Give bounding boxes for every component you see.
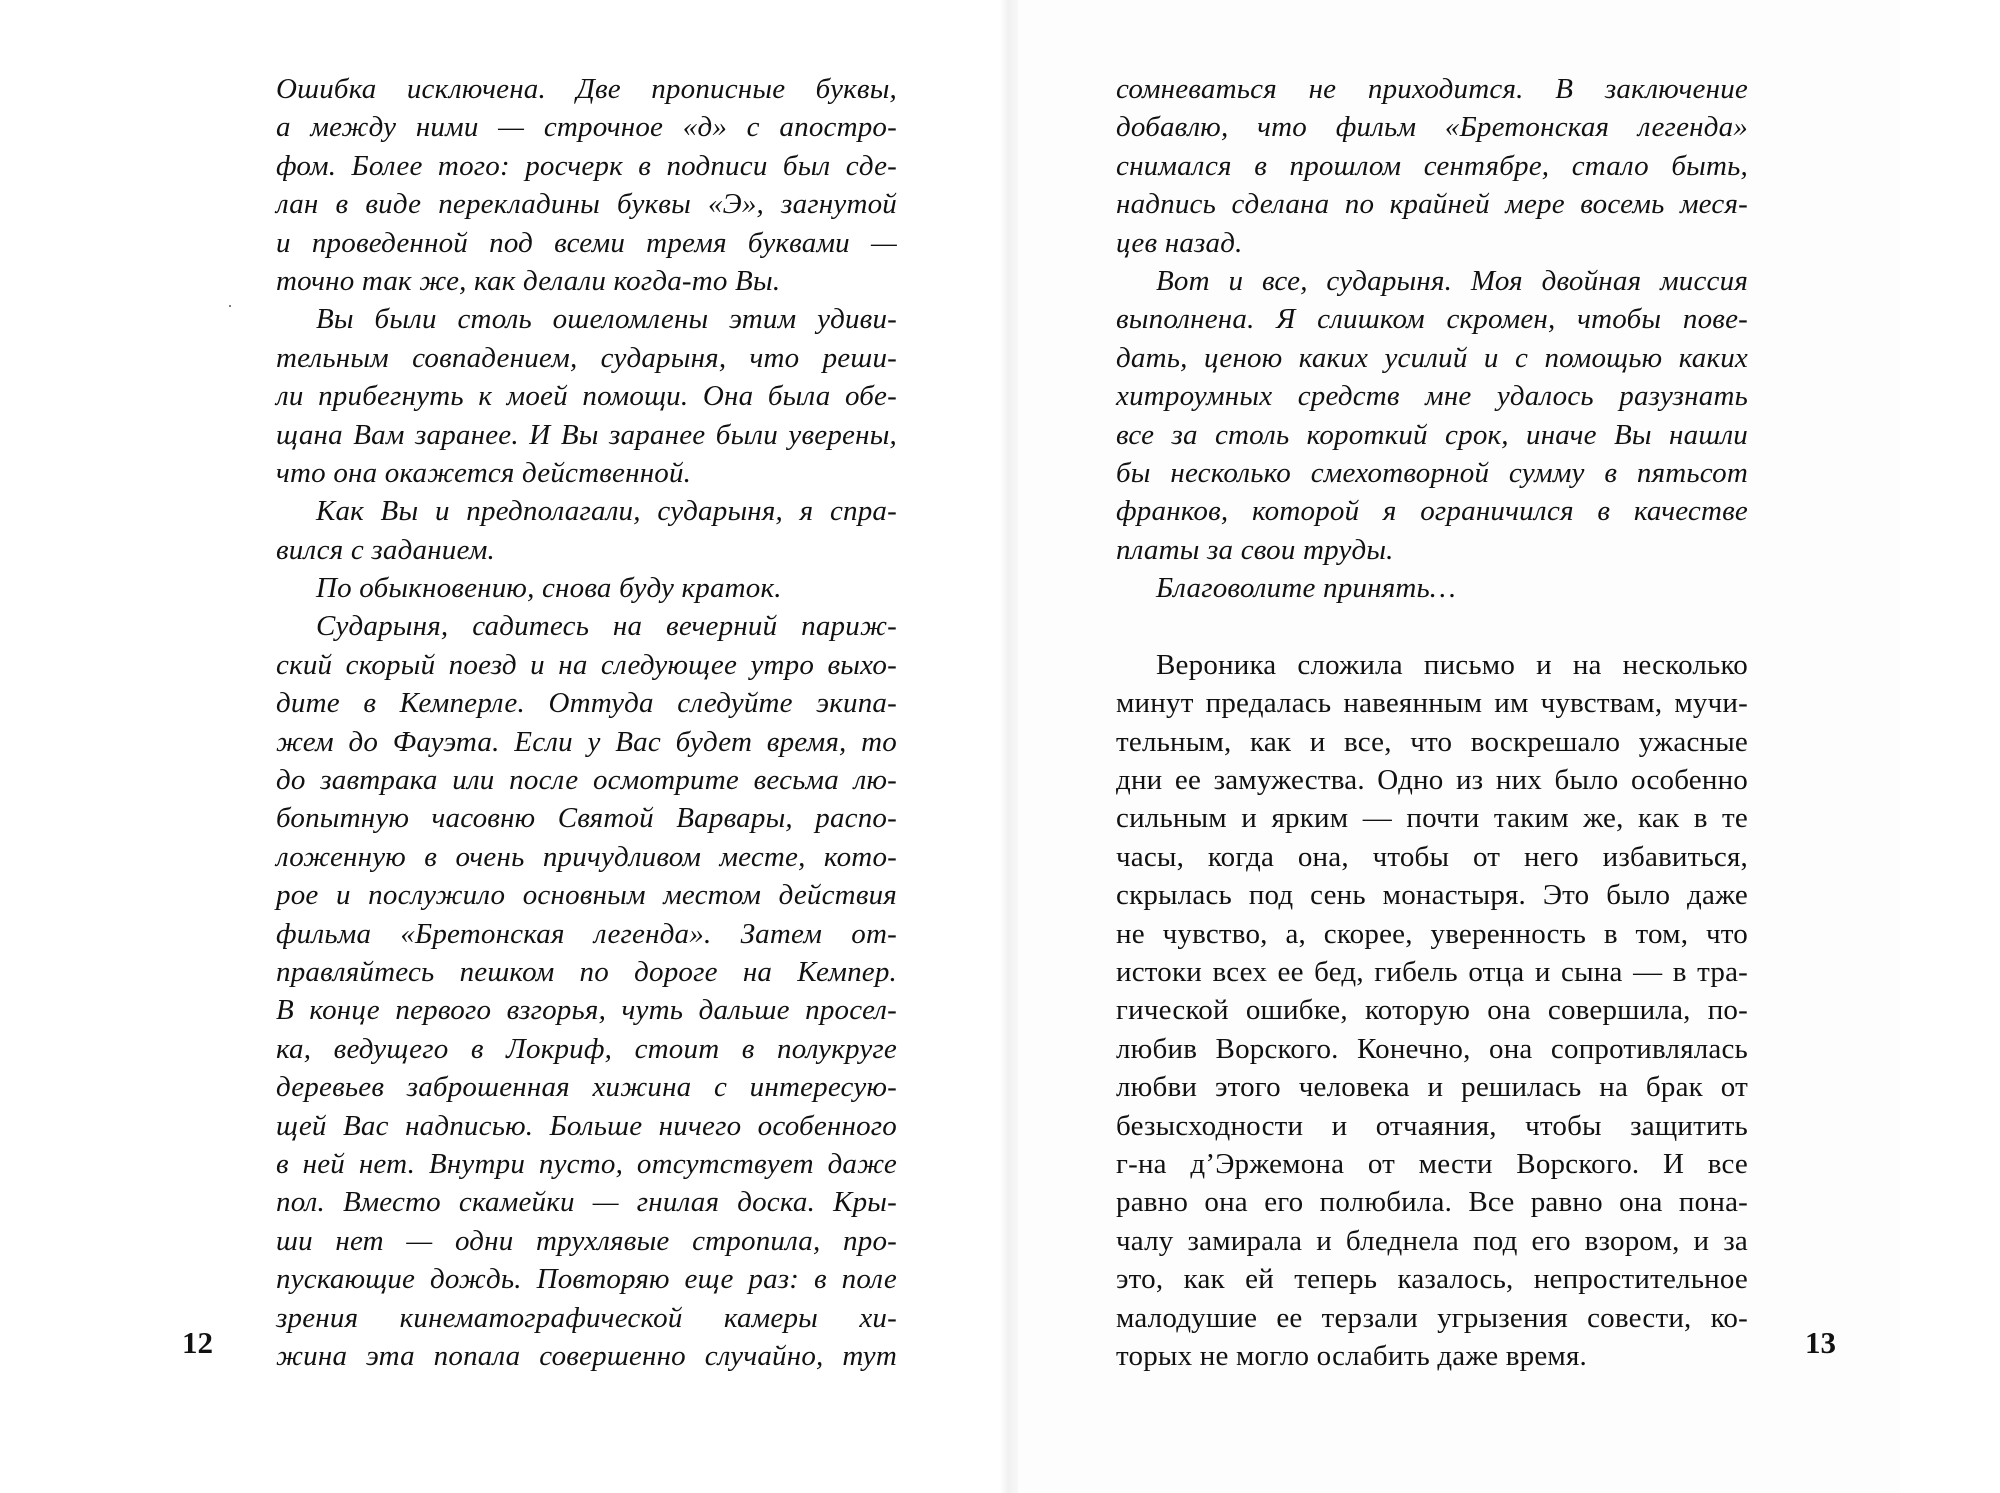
text-line: Вероника сложила письмо и на несколько <box>1156 648 1748 681</box>
right-page-text <box>1116 70 1748 1375</box>
text-line: В конце первого взгорья, чуть дальше просел- <box>276 994 897 1027</box>
text-line: фом. Более того: росчерк в подписи был сде- <box>276 149 897 182</box>
page-number-right: 13 <box>1805 1325 1836 1360</box>
text-line: цев назад. <box>1116 226 1243 259</box>
text-line: истоки всех ее бед, гибель отца и сына — в тра- <box>1116 955 1748 988</box>
text-line: жем до Фауэта. Если у Вас будет время, то <box>276 725 897 758</box>
text-line: пускающие дождь. Повторяю еще раз: в поле <box>276 1263 897 1296</box>
paragraph-gap <box>1116 607 1748 645</box>
text-line: сомневаться не приходится. В заключение <box>1116 73 1748 105</box>
text-line: гической ошибке, которую она совершила, по- <box>1116 994 1748 1027</box>
text-line: ка, ведущего в Локриф, стоит в полукруге <box>276 1032 897 1065</box>
text-line: дни ее замужества. Одно из них было особенно <box>1116 764 1748 797</box>
text-line: сильным и ярким — почти таким же, как в те <box>1116 802 1748 835</box>
text-line: выполнена. Я слишком скромен, чтобы пове- <box>1116 303 1748 336</box>
text-line: бопытную часовню Святой Варвары, распо- <box>276 802 897 835</box>
text-line: в ней нет. Внутри пусто, отсутствует даже <box>276 1147 897 1180</box>
text-line: малодушие ее терзали угрызения совести, ко- <box>1116 1301 1748 1334</box>
text-line: платы за свои труды. <box>1116 533 1394 566</box>
text-line: бы несколько смехотворной сумму в пятьсот <box>1116 456 1748 489</box>
text-line: ши нет — одни трухлявые стропила, про- <box>276 1224 897 1257</box>
text-line: тельным, как и все, что воскрешало ужасные <box>1116 725 1748 758</box>
text-line: чалу замирала и бледнела под его взором, и за <box>1116 1224 1748 1257</box>
text-line: не чувство, а, скорее, уверенность в том, что <box>1116 917 1748 950</box>
text-line: деревьев заброшенная хижина с интересую- <box>276 1071 897 1104</box>
text-line: Вы были столь ошеломлены этим удиви- <box>316 303 897 336</box>
text-line: добавлю, что фильм «Бретонская легенда» <box>1116 111 1748 144</box>
text-line: скрылась под сень монастыря. Это было даже <box>1116 879 1748 912</box>
text-line: Сударыня, садитесь на вечерний париж- <box>316 610 897 643</box>
text-line: равно она его полюбила. Все равно она пона- <box>1116 1186 1748 1219</box>
text-line: до завтрака или после осмотрите весьма лю- <box>276 764 897 797</box>
text-line: торых не могло ослабить даже время. <box>1116 1339 1587 1372</box>
text-line: щана Вам заранее. И Вы заранее были уверены, <box>276 418 897 451</box>
text-line: надпись сделана по крайней мере восемь меся- <box>1116 188 1748 221</box>
text-line: а между ними — строчное «д» с апостро- <box>276 111 897 144</box>
text-line: По обыкновению, снова буду краток. <box>316 572 782 605</box>
text-line: Вот и все, сударыня. Моя двойная миссия <box>1156 264 1748 297</box>
text-line: все за столь короткий срок, иначе Вы нашли <box>1116 418 1748 451</box>
text-line: ский скорый поезд и на следующее утро выхо- <box>276 648 897 681</box>
text-line: точно так же, как делали когда-то Вы. <box>276 264 781 297</box>
text-line: франков, которой я ограничился в качестве <box>1116 495 1748 528</box>
text-line: снимался в прошлом сентябре, стало быть, <box>1116 149 1748 182</box>
text-line: минут предалась навеянным им чувствам, мучи- <box>1116 687 1748 720</box>
text-line: пол. Вместо скамейки — гнилая доска. Кры- <box>276 1186 897 1219</box>
text-line: Как Вы и предполагали, сударыня, я спра- <box>316 495 897 528</box>
text-line: ложенную в очень причудливом месте, кото- <box>276 840 897 873</box>
text-line: безысходности и отчаяния, чтобы защитить <box>1116 1109 1748 1142</box>
text-line: и проведенной под всеми тремя буквами — <box>276 226 897 259</box>
text-line: зрения кинематографической камеры хи- <box>276 1301 897 1334</box>
text-line: ли прибегнуть к моей помощи. Она была обе- <box>276 380 897 413</box>
book-gutter <box>1000 0 1018 1493</box>
text-line: фильма «Бретонская легенда». Затем от- <box>276 917 897 950</box>
text-line: правляйтесь пешком по дороге на Кемпер. <box>276 955 897 988</box>
text-line: жина эта попала совершенно случайно, тут <box>276 1339 897 1372</box>
text-line: Ошибка исключена. Две прописные буквы, <box>276 73 897 105</box>
right-page <box>1018 0 1900 1493</box>
text-line: вился с заданием. <box>276 533 495 566</box>
text-line: лан в виде перекладины буквы «Э», загнутой <box>276 188 897 221</box>
text-line: любви этого человека и решилась на брак от <box>1116 1071 1748 1104</box>
text-line: тельным совпадением, сударыня, что реши- <box>276 341 897 374</box>
left-page-text <box>276 70 897 1375</box>
text-line: что она окажется действенной. <box>276 456 692 489</box>
text-line: часы, когда она, чтобы от него избавиться, <box>1116 840 1748 873</box>
text-line: щей Вас надписью. Больше ничего особенного <box>276 1109 897 1142</box>
text-line: это, как ей теперь казалось, непростительное <box>1116 1263 1748 1296</box>
text-line: рое и послужило основным местом действия <box>276 879 897 912</box>
text-line: Благоволите принять… <box>1156 572 1456 605</box>
paper-speck <box>229 305 231 307</box>
margin-background <box>1900 0 2000 1493</box>
text-line: любив Ворского. Конечно, она сопротивлялась <box>1116 1032 1748 1065</box>
text-line: хитроумных средств мне удалось разузнать <box>1116 380 1748 413</box>
page-number-left: 12 <box>182 1325 213 1360</box>
text-line: г-на д’Эржемона от мести Ворского. И все <box>1116 1147 1748 1180</box>
text-line: дите в Кемперле. Оттуда следуйте экипа- <box>276 687 897 720</box>
text-line: дать, ценою каких усилий и с помощью каких <box>1116 341 1748 374</box>
